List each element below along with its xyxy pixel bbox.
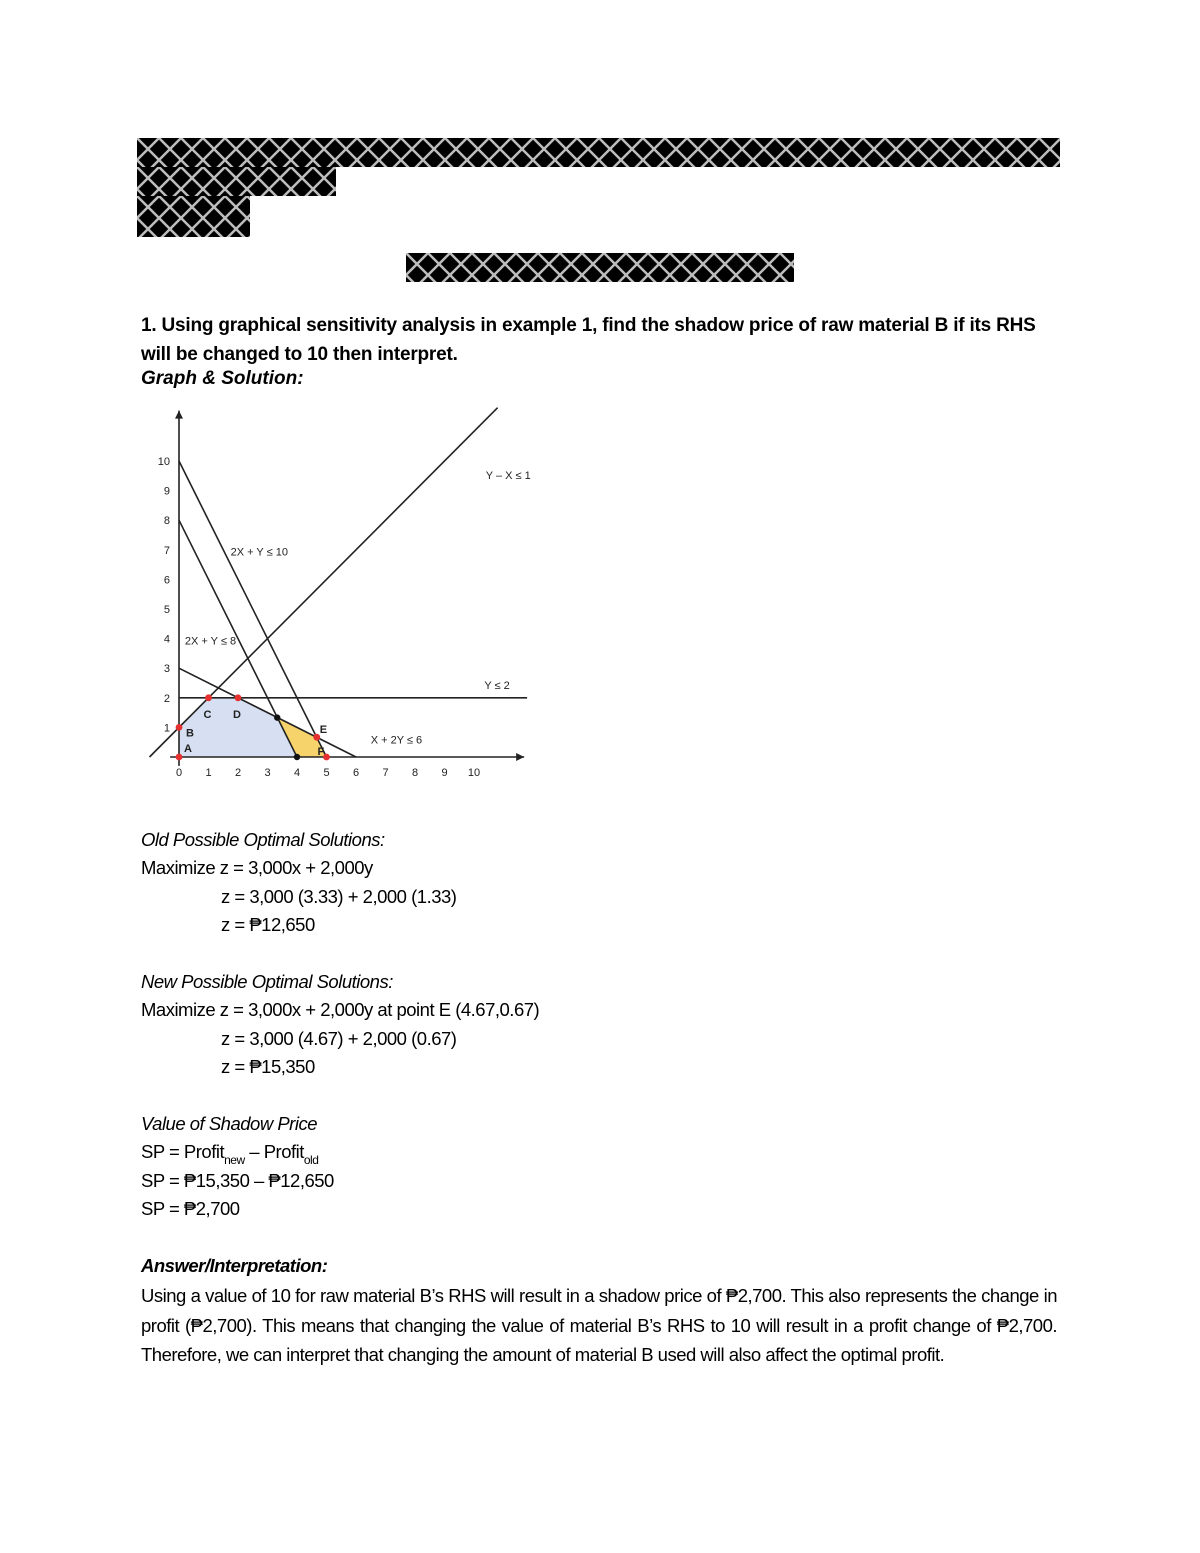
answer-text: Using a value of 10 for raw material B’s RHS will result in a shadow price of ₱2,700. This also represents the change in profit (₱2,700). This means that changing the value of material B’s RHS to 10 will result in a profit change of ₱2,700. Therefore, we can interpret that changing the amount of material B used will also affect the optimal profit.: [141, 1285, 1057, 1365]
y-tick-label: 8: [163, 515, 170, 528]
line-y-minus-x-label: Y – X ≤ 1: [485, 469, 531, 482]
subscript-old: old: [303, 1153, 319, 1168]
redacted-title-block: [137, 138, 1060, 167]
new-solution-heading: New Possible Optimal Solutions:: [141, 971, 393, 992]
point-b: [176, 724, 183, 731]
shadow-price-heading: Value of Shadow Price: [141, 1113, 317, 1134]
line-2x-plus-y-10-label: 2X + Y ≤ 10: [230, 546, 288, 559]
redacted-subtitle-block: [137, 167, 336, 196]
redacted-heading-block: [406, 253, 794, 282]
x-tick-label: 5: [323, 767, 330, 779]
x-tick-label: 8: [411, 767, 419, 779]
line-y-le-2-label: Y ≤ 2: [484, 679, 510, 692]
point-c: [205, 694, 212, 701]
lp-graph: [135, 398, 545, 790]
new-solution-line3: z = ₱15,350: [221, 1055, 315, 1077]
old-feasible-region: [179, 698, 297, 757]
x-tick-label: 10: [467, 767, 481, 779]
vertex-x4: [294, 754, 300, 760]
graph-heading: Graph & Solution:: [141, 368, 304, 389]
shadow-price-line2: SP = ₱15,350 – ₱12,650: [141, 1169, 334, 1191]
formula-mid: – Profit: [244, 1141, 304, 1163]
new-solution-line1: Maximize z = 3,000x + 2,000y at point E (4.67,0.67): [141, 999, 540, 1021]
answer-heading: Answer/Interpretation:: [141, 1255, 328, 1276]
old-solution: [141, 826, 456, 939]
old-solution-line1: Maximize z = 3,000x + 2,000y: [141, 857, 373, 879]
shadow-price-formula: [141, 1138, 334, 1166]
y-axis-arrow: [175, 411, 183, 419]
y-tick-label: 5: [163, 604, 170, 616]
line-x-plus-2y-6-label: X + 2Y ≤ 6: [370, 734, 423, 747]
y-tick-label: 2: [163, 692, 170, 705]
x-tick-label: 7: [382, 767, 389, 779]
old-solution-line3: z = ₱12,650: [221, 913, 315, 935]
line-y-minus-x: [150, 408, 498, 757]
point-label-d: D: [233, 708, 241, 721]
y-tick-label: 9: [163, 485, 170, 498]
y-tick-label: 6: [163, 574, 170, 587]
y-tick-label: 10: [157, 456, 170, 468]
new-solution-line2: z = 3,000 (4.67) + 2,000 (0.67): [221, 1027, 457, 1049]
x-tick-label: 2: [234, 767, 242, 779]
point-label-e: E: [319, 724, 328, 737]
old-solution-line2: z = 3,000 (3.33) + 2,000 (1.33): [221, 885, 457, 907]
shadow-price: [141, 1110, 334, 1223]
y-tick-label: 7: [163, 544, 170, 557]
x-tick-label: 3: [264, 767, 271, 779]
redacted-name-block: [137, 196, 250, 237]
question-text: 1. Using graphical sensitivity analysis in example 1, find the shadow price of raw material B if its RHS will be changed to 10 then interpret.: [141, 315, 1036, 365]
point-a: [176, 754, 183, 761]
y-tick-label: 4: [163, 633, 170, 646]
x-axis-arrow: [516, 753, 524, 761]
point-label-c: C: [203, 708, 212, 721]
y-tick-label: 3: [163, 663, 170, 676]
x-tick-label: 1: [205, 767, 212, 779]
old-solution-heading: Old Possible Optimal Solutions:: [141, 829, 385, 850]
x-tick-label: 0: [175, 767, 183, 779]
shadow-price-line3: SP = ₱2,700: [141, 1197, 240, 1219]
x-tick-label: 6: [352, 767, 360, 779]
x-tick-label: 4: [293, 767, 301, 779]
point-d: [235, 694, 242, 701]
x-tick-label: 9: [441, 767, 448, 779]
vertex-old-optimal: [274, 714, 280, 720]
point-label-b: B: [186, 727, 194, 740]
point-label-f: F: [317, 746, 325, 758]
point-label-a: A: [184, 743, 192, 755]
new-solution: [141, 968, 539, 1081]
subscript-new: new: [224, 1153, 245, 1168]
line-2x-plus-y-8-label: 2X + Y ≤ 8: [184, 635, 237, 648]
y-tick-label: 1: [163, 722, 170, 735]
formula-prefix: SP = Profit: [141, 1141, 225, 1163]
